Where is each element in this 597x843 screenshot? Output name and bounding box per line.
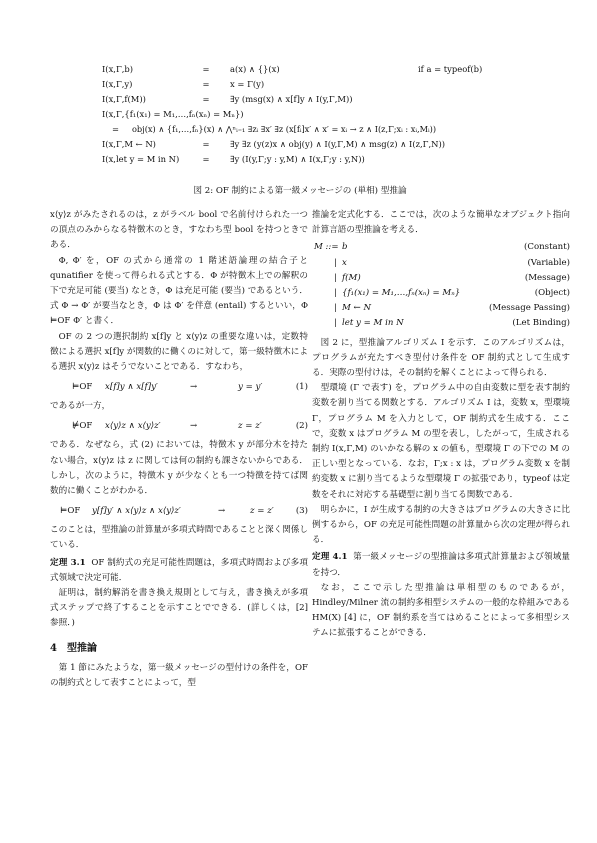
rule-eq: = bbox=[202, 94, 210, 104]
eq-premise: x⟨y⟩z ∧ x⟨y⟩z′ bbox=[105, 421, 161, 432]
paragraph: である．なぜなら，式 (2) においては，特徴木 y が部分木を持たない場合，x⟨y⟩z は z に関しては何の制約も課さないからである．しかし，次のように，特徴木 y が少なくとも一つ特徴を持てば関数的に働くことがわかる． bbox=[50, 440, 308, 497]
grammar-label: (Message) bbox=[524, 272, 570, 283]
paragraph: 明らかに，I が生成する制約の大きさはプログラムの大きさに比例するから，OF の充足可能性問題の計算量から次の定理が得られる． bbox=[312, 504, 570, 546]
grammar-label: (Variable) bbox=[527, 257, 570, 268]
equation-3 bbox=[50, 499, 308, 523]
grammar-symbol: | bbox=[334, 272, 337, 283]
paragraph: 型環境 (Γ で表す) を，プログラム中の自由変数に型を表す制約変数を割り当てる関数とする．アルゴリズム I は，変数 x，型環境 Γ，プログラム M を入力として，OF 制約式を生成する．ここで，変数 x はプログラム M の型を表し，したがって，生成される制約 I(x,Γ,M) のいかなる解の x の値も，型環境 Γ の下での M の正しい型となっている．なお，Γ;x : x は，プログラム変数 x を制約変数 x に割り当てるような型環境 Γ の拡張であり，typeof は定数をそれに対応する基礎型に割り当てる関数である． bbox=[312, 383, 570, 500]
paragraph: 推論を定式化する．ここでは，次のような簡単なオブジェクト指向計算言語の型推論を考える． bbox=[312, 210, 570, 236]
grammar-symbol: | bbox=[334, 303, 337, 314]
grammar-row bbox=[314, 271, 570, 286]
eq-number: (2) bbox=[295, 421, 308, 432]
grammar-row bbox=[314, 240, 570, 255]
grammar-expr: M ← N bbox=[342, 303, 371, 314]
grammar-label: (Let Binding) bbox=[512, 318, 570, 329]
paragraph: であるが一方， bbox=[50, 401, 111, 412]
rule-eq: = bbox=[202, 79, 210, 89]
eq-premise: y[f]y′ ∧ x⟨y⟩z ∧ x⟨y⟩z′ bbox=[92, 506, 181, 517]
rule-rhs: ∃y ∃z (y(z)x ∧ obj(y) ∧ I(y,Γ,M) ∧ msg(z) ∧ I(z,Γ,N)) bbox=[230, 139, 446, 149]
theorem-3-1 bbox=[50, 556, 308, 586]
grammar-row bbox=[314, 316, 570, 331]
theorem-text: 第一級メッセージの型推論は多項式計算量および領域量を持つ． bbox=[312, 552, 570, 578]
rule-rhs: ∃y (I(y,Γ;y : y,M) ∧ I(x,Γ;y : y,N)) bbox=[230, 154, 365, 164]
eq-conclusion: z = z′ bbox=[250, 506, 274, 517]
grammar-symbol: M ::= bbox=[314, 242, 339, 253]
rule-lhs: I(x,Γ,f(M)) bbox=[102, 94, 146, 104]
grammar-expr: x bbox=[342, 257, 347, 268]
theorem-label: 定理 4.1 bbox=[312, 552, 348, 563]
eq-arrow: → bbox=[190, 382, 198, 393]
eq-premise: x[f]y ∧ x[f]y′ bbox=[105, 382, 158, 393]
right-column bbox=[312, 208, 570, 642]
rule-rhs: obj(x) ∧ {f₁,…,fₙ}(x) ∧ ⋀ⁿᵢ₌₁ ∃zᵢ ∃x′ ∃z (x[fᵢ]x′ ∧ x′ = xᵢ → z ∧ I(z,Γ;xᵢ : xᵢ,Mᵢ)) bbox=[132, 124, 437, 134]
grammar-expr: let y = M in N bbox=[342, 318, 404, 329]
grammar-row bbox=[314, 286, 570, 301]
section-heading bbox=[50, 641, 308, 656]
eq-number: (3) bbox=[295, 506, 308, 517]
eq-arrow: → bbox=[190, 421, 198, 432]
eq-conclusion: y = y′ bbox=[238, 382, 263, 393]
rule-eq: = bbox=[112, 124, 120, 134]
eq-conclusion: z = z′ bbox=[238, 421, 262, 432]
rule-lhs: I(x,Γ,y) bbox=[102, 79, 133, 89]
eq-entail: ⊭OF bbox=[72, 421, 93, 432]
paragraph: OF の 2 つの選択制約 x[f]y と x⟨y⟩z の重要な違いは，定数特徴による選択 x[f]y が関数的に働くのに対して，第一級特徴木による選択 x⟨y⟩z はそうでないことである．すなわち， bbox=[50, 331, 308, 373]
grammar-expr: f(M) bbox=[342, 272, 361, 283]
eq-number: (1) bbox=[295, 382, 308, 393]
grammar-expr: b bbox=[342, 242, 348, 253]
eq-entail: ⊨OF bbox=[60, 506, 81, 517]
grammar-symbol: | bbox=[334, 318, 337, 329]
figure-caption: 図 2: OF 制約による第一級メッセージの (単相) 型推論 bbox=[193, 186, 407, 196]
grammar-label: (Message Passing) bbox=[489, 303, 570, 314]
left-column bbox=[50, 208, 308, 691]
rule-rhs: x = Γ(y) bbox=[230, 79, 265, 89]
rule-lhs: I(x,Γ,{f₁(x₁) = M₁,…,fₙ(xₙ) = Mₙ}) bbox=[102, 109, 244, 119]
rule-lhs: I(x,Γ,b) bbox=[102, 64, 134, 74]
grammar-label: (Object) bbox=[534, 287, 570, 298]
paragraph: Φ, Φ′ を，OF の式から通常の 1 階述語論理の結合子と qunatifier を使って得られる式とする．Φ が特徴木上での解釈の下で充足可能 (要当) なとき，Φ は充足可能 (要当) であるという．式 Φ → Φ′ が要当なとき，Φ は Φ′ を伴意 (entail) するといい，Φ ⊨OF Φ′ と書く． bbox=[50, 255, 308, 327]
paragraph: なお，ここで示した型推論は単相型のものであるが，Hindley/Milner 流の制約多相型システムの一般的な枠組みである HM(X) [4] に，OF 制約系を当てはめることによって多相型システムに拡張することができる． bbox=[312, 582, 570, 639]
rule-eq: = bbox=[202, 154, 210, 164]
grammar-row bbox=[314, 301, 570, 316]
section-number: 4 bbox=[50, 642, 57, 654]
theorem-4-1 bbox=[312, 550, 570, 580]
grammar-row bbox=[314, 256, 570, 271]
grammar-symbol: | bbox=[334, 257, 337, 268]
paragraph: 第 1 節にみたような，第一級メッセージの型付けの条件を，OF の制約式として表すことによって，型 bbox=[50, 662, 308, 688]
rule-lhs: I(x,let y = M in N) bbox=[102, 154, 180, 164]
theorem-label: 定理 3.1 bbox=[50, 557, 86, 568]
grammar-symbol: | bbox=[334, 287, 337, 298]
equation-1 bbox=[50, 375, 308, 399]
grammar-label: (Constant) bbox=[524, 242, 570, 253]
rule-eq: = bbox=[202, 64, 210, 74]
rule-rhs: ∃y (msg(x) ∧ x[f]y ∧ I(y,Γ,M)) bbox=[230, 94, 353, 104]
theorem-text: OF 制約式の充足可能性問題は，多項式時間および多項式領域で決定可能． bbox=[50, 557, 308, 583]
rule-rhs: a(x) ∧ {}(x) bbox=[230, 64, 280, 74]
rule-condition: if a = typeof(b) bbox=[418, 64, 483, 74]
rule-lhs: I(x,Γ,M ← N) bbox=[102, 139, 156, 149]
paragraph: 証明は，制約解消を書き換え規則として与え，書き換えが多項式ステップで終了することを示すことでできる．(詳しくは，[2] 参照．) bbox=[50, 588, 308, 629]
paragraph: 図 2 に，型推論アルゴリズム I を示す．このアルゴリズムは，プログラムが充たすべき型付け条件を OF 制約式として生成する．実際の型付けは，その制約を解くことによって得られる． bbox=[312, 337, 570, 378]
grammar bbox=[312, 238, 570, 335]
paragraph: このことは，型推論の計算量が多項式時間であることと深く関係している． bbox=[50, 525, 308, 551]
equation-2 bbox=[50, 414, 308, 438]
rule-eq: = bbox=[202, 139, 210, 149]
grammar-expr: {f₁(x₁) = M₁,…,fₙ(xₙ) = Mₙ} bbox=[342, 287, 461, 298]
section-title: 型推論 bbox=[66, 642, 97, 654]
eq-entail: ⊨OF bbox=[72, 382, 93, 393]
eq-arrow: → bbox=[218, 506, 226, 517]
paragraph: x⟨y⟩z がみたされるのは，z がラベル bool で名前付けられた一つの頂点のみからなる特徴木のとき，すなわち型 bool を持つときである． bbox=[50, 210, 308, 251]
